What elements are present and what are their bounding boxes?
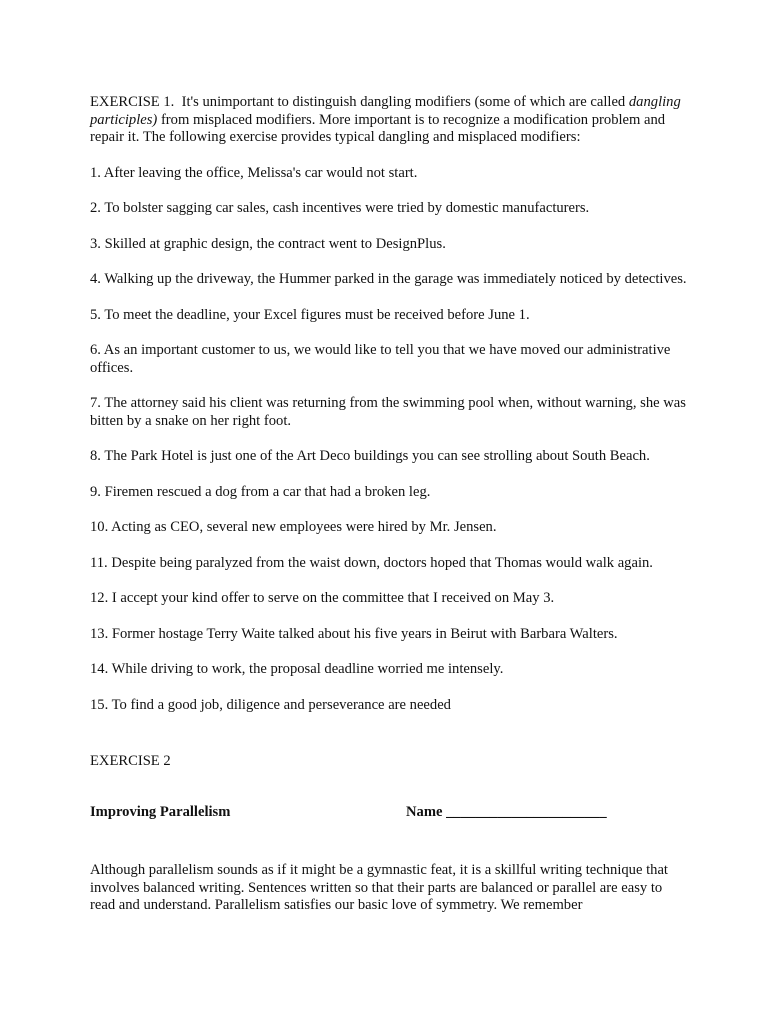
exercise1-heading: EXERCISE 1. xyxy=(90,94,175,110)
exercise-item: 1. After leaving the office, Melissa's car would not start. xyxy=(90,164,418,181)
exercise-item: 11. Despite being paralyzed from the waist down, doctors hoped that Thomas would walk again. xyxy=(90,554,653,571)
exercise-item: 15. To find a good job, diligence and perseverance are needed xyxy=(90,696,451,713)
exercise-item: 6. As an important customer to us, we would like to tell you that we have moved our administrative offices. xyxy=(90,342,671,376)
exercise-item: 5. To meet the deadline, your Excel figures must be received before June 1. xyxy=(90,306,530,323)
exercise-item: 2. To bolster sagging car sales, cash incentives were tried by domestic manufacturers. xyxy=(90,200,590,216)
exercise-item: 3. Skilled at graphic design, the contract went to DesignPlus. xyxy=(90,235,446,252)
exercise-item: 10. Acting as CEO, several new employees were hired by Mr. Jensen. xyxy=(90,519,497,535)
exercise2-heading: EXERCISE 2 xyxy=(90,753,171,769)
name-field: Name ______________________ xyxy=(406,804,607,820)
exercise-item: 9. Firemen rescued a dog from a car that had a broken leg. xyxy=(90,483,431,500)
exercise1-intro-text-2: from misplaced modifiers. More important is to recognize a modification problem and repair it. The following exercise provides typical dangling and misplaced modifiers: xyxy=(90,111,666,145)
exercise-item: 8. The Park Hotel is just one of the Art Deco buildings you can see strolling about South Beach. xyxy=(90,448,650,464)
exercise-item: 14. While driving to work, the proposal deadline worried me intensely. xyxy=(90,661,504,677)
exercise1-intro-text-1: It's unimportant to distinguish dangling modifiers (some of which are called xyxy=(174,94,629,110)
exercise1-intro-italic: dangling participles) xyxy=(90,94,681,128)
exercise1-intro xyxy=(90,94,690,147)
exercise2-title-row xyxy=(90,804,690,824)
exercise1-section xyxy=(90,94,690,732)
exercise2-title: Improving Parallelism xyxy=(90,804,231,820)
exercise-item: 13. Former hostage Terry Waite talked about his five years in Beirut with Barbara Walters. xyxy=(90,625,618,642)
exercise2-paragraph: Although parallelism sounds as if it might be a gymnastic feat, it is a skillful writing technique that involves balanced writing. Sentences written so that their parts are balanced or parallel are easy to read and understand. Parallelism satisfies our basic love of symmetry. We remember xyxy=(90,862,668,913)
exercise-item: 7. The attorney said his client was returning from the swimming pool when, without warning, she was bitten by a snake on her right foot. xyxy=(90,395,686,429)
exercise-item: 12. I accept your kind offer to serve on the committee that I received on May 3. xyxy=(90,590,555,606)
exercise-item: 4. Walking up the driveway, the Hummer parked in the garage was immediately noticed by detectives. xyxy=(90,271,687,287)
